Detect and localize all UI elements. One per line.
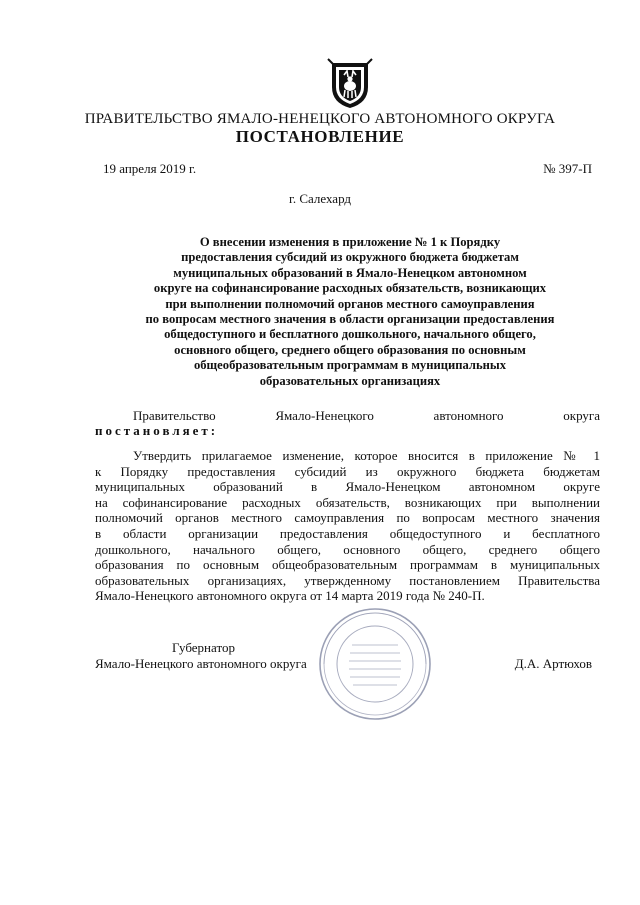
title-line: О внесении изменения в приложение № 1 к Порядку — [199, 235, 501, 249]
document-city: г. Салехард — [288, 191, 352, 206]
document-number: № 397-П — [543, 161, 592, 176]
body-line: муниципальных образований в Ямало-Ненецком автономном округе — [95, 479, 600, 495]
body-line: в области организации предоставления общедоступного и бесплатного — [95, 525, 600, 541]
title-line: образовательных организациях — [259, 373, 441, 388]
signatory-position: Губернатор — [172, 640, 235, 655]
document-date: 19 апреля 2019 г. — [103, 161, 197, 176]
body-line: полномочий органов местного самоуправления по вопросам местного значения — [95, 510, 600, 526]
title-line: основного общего, среднего общего образования по основным — [174, 342, 526, 357]
preamble-word: округа — [563, 408, 600, 423]
body-line: образования по основным общеобразовательным программам в муниципальных — [95, 557, 600, 573]
coat-of-arms-emblem — [326, 57, 374, 109]
body-line: дошкольного, начального общего, основного общего, среднего общего — [95, 541, 600, 557]
body-line: образовательных организациях, утвержденному постановлением Правительства — [95, 572, 600, 588]
resolution-body — [95, 448, 600, 604]
title-line: предоставления субсидий из окружного бюджета бюджетам — [181, 250, 519, 265]
body-line: Ямало-Ненецкого автономного округа от 14 марта 2019 года № 240-П. — [95, 588, 485, 604]
signatory-region: Ямало-Ненецкого автономного округа — [95, 656, 307, 671]
title-line: общеобразовательным программам в муниципальных — [193, 358, 507, 373]
preamble-word: Ямало-Ненецкого — [275, 408, 374, 423]
title-line: округе на софинансирование расходных обязательств, возникающих — [153, 281, 547, 296]
organization-title: ПРАВИТЕЛЬСТВО ЯМАЛО-НЕНЕЦКОГО АВТОНОМНОГО ОКРУГА — [84, 111, 556, 127]
preamble-word: автономного — [433, 408, 504, 423]
title-line: по вопросам местного значения в области организации предоставления — [145, 312, 555, 327]
body-line: Утвердить прилагаемое изменение, которое вносится в приложение № 1 — [133, 448, 600, 463]
preamble-line — [95, 408, 600, 424]
body-line: к Порядку предоставления субсидий из окружного бюджета бюджетам — [95, 463, 600, 479]
document-title — [90, 235, 610, 389]
title-line: муниципальных образований в Ямало-Ненецком автономном — [173, 265, 527, 280]
title-line: при выполнении полномочий органов местного самоуправления — [165, 296, 535, 311]
official-stamp — [316, 605, 434, 723]
document-type: ПОСТАНОВЛЕНИЕ — [235, 127, 405, 146]
preamble-word: Правительство — [133, 408, 216, 423]
signatory-name: Д.А. Артюхов — [514, 656, 592, 671]
title-line: общедоступного и бесплатного дошкольного, начального общего, — [164, 327, 536, 342]
body-line: на софинансирование расходных обязательств, возникающих при выполнении — [95, 494, 600, 510]
preamble-resolves: постановляет: — [95, 423, 219, 438]
